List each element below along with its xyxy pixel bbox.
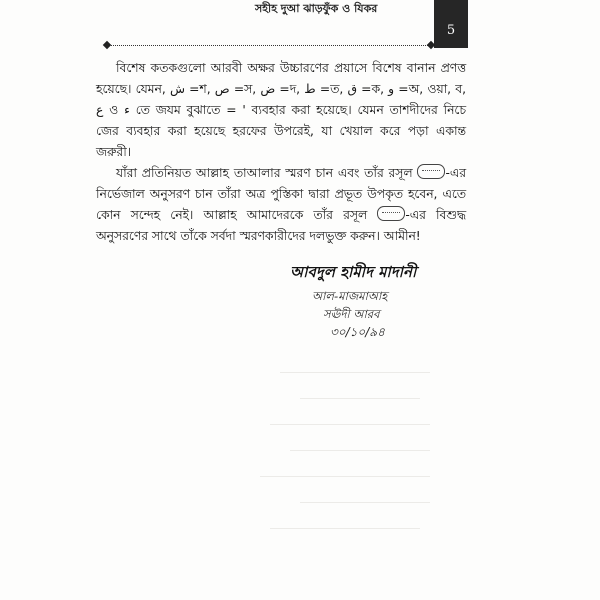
bleed-through-line [280,372,430,373]
page-number-tab [434,0,468,48]
paragraph-dedication-part1: যাঁরা প্রতিনিয়ত আল্লাহ তাআলার স্মরণ চান এবং তাঁর রসূল [116,166,413,180]
bleed-through-line [300,398,420,399]
diamond-ornament-right-icon [427,41,435,49]
author-signature: আবদুল হামীদ মাদানী [290,263,417,281]
author-country: সঊদী আরব [323,307,380,321]
paragraph-transliteration-note: বিশেষ কতকগুলো আরবী অক্ষর উচ্চারণের প্রয়াসে বিশেষ বানান প্রণত্ত হয়েছে। যেমন, ش =শ, ص =স, ض =দ, ط =ত, ق =ক, و =অ, ওয়া, ব, ع ও ء তে জযম বুঝাতে = ' ব্যবহার করা হয়েছে। যেমন তাশদীদের নিচে জের ব্যবহার করা হয়েছে হরফের উপরেই, যা খেয়াল করে পড়া একান্ত জরুরী। [96,61,467,159]
dotted-line [104,45,434,46]
body-text [96,58,466,247]
running-header-title: সহীহ দুআ ঝাড়ফুঁক ও যিকর [255,2,378,15]
bleed-through-line [270,424,430,425]
paragraph-dedication [96,163,466,247]
author-organization: আল-মাজমাআহ [312,289,388,303]
signature-date: ৩০/১০/৯৪ [330,325,385,339]
diamond-ornament-left-icon [103,41,111,49]
page-number: 5 [446,23,456,38]
bleed-through-line [260,476,430,477]
paragraph-dedication-part3: -এর বিশুদ্ধ অনুসরণের সাথে তাঁকে সর্বদা স্মরণকারীদের দলভুক্ত করুন। আমীন! [96,208,466,243]
header-dotted-rule [104,40,434,52]
bleed-through-line [270,528,420,529]
bleed-through-line [290,450,430,451]
bleed-through-line [300,502,430,503]
paragraph-dedication-part2: -এর নির্ভেজাল অনুসরণ চান তাঁরা অত্র পুস্তিকা দ্বারা প্রভূত উপকৃত হবেন, এতে কোন সন্দেহ নেই। আল্লাহ আমাদেরকে তাঁর রসূল [96,166,467,222]
sallallahu-symbol-icon [417,164,445,179]
sallallahu-symbol-icon [377,206,405,221]
